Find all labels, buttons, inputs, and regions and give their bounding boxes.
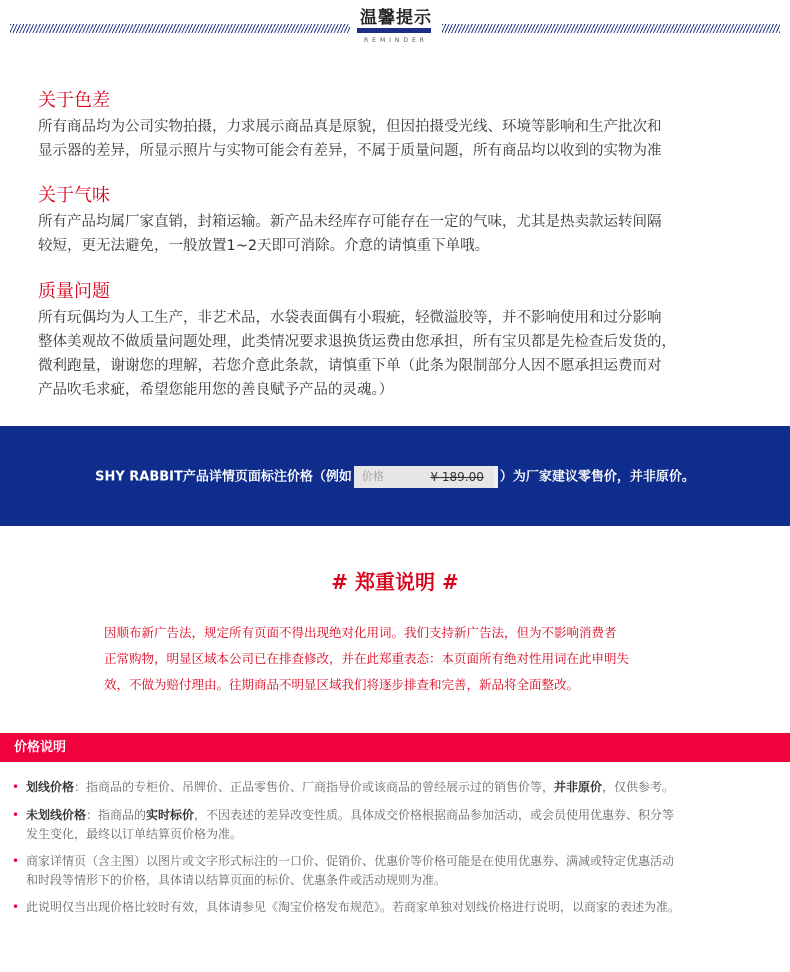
price-notice-suffix: ）为厂家建议零售价，并非原价。	[499, 469, 695, 485]
statement-line: 效，不做为赔付理由。往期商品不明显区域我们将逐步排查和完善，新品将全面整改。	[104, 677, 580, 692]
item-text-line1: 此说明仅当出现价格比较时有效，具体请参见《淘宝价格发布规范》。若商家单独对划线价格进行说明，以商家的表述为准。	[26, 900, 681, 914]
statement-text	[104, 620, 694, 698]
price-explain-item	[12, 852, 782, 890]
item-text: ：指商品的	[86, 808, 147, 822]
item-text-line2: 发生变化，最终以订单结算页价格为准。	[26, 827, 243, 841]
bullet-icon: •	[12, 808, 20, 822]
section-line: 微利跑量，谢谢您的理解，若您介意此条款，请慎重下单（此条为限制部分人因不愿承担运费而对	[38, 358, 662, 374]
section-line: 所有商品均为公司实物拍摄，力求展示商品真是原貌，但因拍摄受光线、环境等影响和生产批次和	[38, 119, 662, 135]
term-label: 划线价格	[26, 780, 75, 794]
header-left-hatch	[10, 24, 350, 33]
term-label: 未划线价格	[26, 808, 87, 822]
section-text-quality	[38, 306, 758, 402]
price-notice-band	[0, 426, 790, 526]
bullet-icon: •	[12, 900, 20, 914]
item-text: ，仅供参考。	[602, 780, 675, 794]
section-text-color-difference	[38, 115, 758, 163]
statement-title: # 郑重说明 #	[331, 570, 459, 594]
section-title-smell: 关于气味	[38, 185, 110, 206]
price-box-edge	[494, 466, 498, 488]
item-bold-text: 并非原价	[554, 780, 603, 794]
header-underline-bar	[357, 28, 431, 33]
reminder-header	[0, 0, 790, 50]
section-title-quality: 质量问题	[38, 281, 110, 302]
section-text-smell	[38, 210, 758, 258]
bullet-icon: •	[12, 854, 20, 868]
price-notice-row	[0, 466, 790, 489]
price-notice-prefix: SHY RABBIT产品详情页面标注价格（例如	[95, 469, 352, 485]
section-line: 较短，更无法避免，一般放置1~2天即可消除。介意的请慎重下单哦。	[38, 238, 490, 254]
price-explain-item	[12, 806, 782, 844]
item-bold-text: 实时标价	[146, 808, 195, 822]
section-title-color-difference: 关于色差	[38, 90, 110, 111]
header-subtitle: REMINDER	[364, 37, 428, 44]
section-line: 所有玩偶均为人工生产，非艺术品，水袋表面偶有小瑕疵，轻微溢胶等，并不影响使用和过分影响	[38, 310, 662, 326]
price-explain-item	[12, 898, 782, 917]
statement-line: 因顺布新广告法，规定所有页面不得出现绝对化用词。我们支持新广告法，但为不影响消费者	[104, 625, 617, 640]
bullet-icon: •	[12, 780, 20, 794]
section-line: 显示器的差异，所显示照片与实物可能会有差异，不属于质量问题，所有商品均以收到的实物为准	[38, 143, 662, 159]
section-line: 所有产品均属厂家直销，封箱运输。新产品未经库存可能存在一定的气味，尤其是热卖款运转间隔	[38, 214, 662, 230]
example-price-box	[354, 466, 498, 488]
price-box-value: ¥ 189.00	[430, 470, 484, 484]
header-right-hatch	[442, 24, 780, 33]
price-explain-header: 价格说明	[0, 733, 790, 762]
item-text-line1: 商家详情页（含主图）以图片或文字形式标注的一口价、促销价、优惠价等价格可能是在使用优惠券、满减或特定优惠活动	[26, 854, 675, 868]
price-box-label: 价格	[361, 470, 384, 483]
header-title: 温馨提示	[360, 8, 432, 28]
item-text-line2: 和时段等情形下的价格，具体请以结算页面的标价、优惠条件或活动规则为准。	[26, 873, 447, 887]
price-explain-item	[12, 778, 782, 797]
section-line: 整体美观故不做质量问题处理，此类情况要求退换货运费由您承担，所有宝贝都是先检查后发货的，	[38, 334, 676, 350]
statement-line: 正常购物，明显区域本公司已在排查修改，并在此郑重表态：本页面所有绝对性用词在此申明失	[104, 651, 630, 666]
item-text: ，不因表述的差异改变性质。具体成交价格根据商品参加活动，或会员使用优惠券、积分等	[194, 808, 675, 822]
item-text: ：指商品的专柜价、吊牌价、正品零售价、厂商指导价或该商品的曾经展示过的销售价等，	[74, 780, 555, 794]
section-line: 产品吹毛求疵，希望您能用您的善良赋予产品的灵魂。）	[38, 382, 394, 398]
